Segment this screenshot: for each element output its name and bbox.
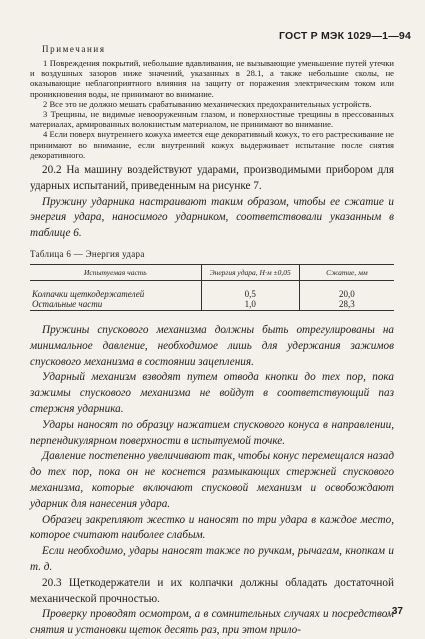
table-header-row	[30, 265, 394, 281]
table-header-compression: Сжатие, мм	[299, 265, 394, 281]
note-3: 3 Трещины, не видимые невооруженным глазом, и поверхностные трещины в прессованных материалах, армированных волокнистым материалом, не принимают во внимание.	[30, 109, 394, 130]
section-20-2-spring: Пружину ударника настраивают таким образом, чтобы ее сжатие и энергия удара, наносимого ударником, соответствовали указанным в таблице 6.	[30, 195, 394, 240]
table-cell-compression: 28,3	[299, 299, 394, 311]
document-header: ГОСТ Р МЭК 1029—1—94	[279, 30, 411, 42]
table-cell-compression: 20,0	[299, 281, 394, 300]
paragraph-handles: Если необходимо, удары наносят также по ручкам, рычагам, кнопкам и т. д.	[30, 545, 394, 573]
table-cell-energy: 0,5	[201, 281, 299, 300]
table-header-part: Испытуемая часть	[30, 265, 201, 281]
table-header-energy: Энергия удара, Н·м ±0,05	[201, 265, 299, 281]
paragraph-impact-application: Удары наносят по образцу нажатием спускового конуса в направлении, перпендикулярном поверхности в испытуемой точке.	[30, 418, 394, 447]
page-number: 37	[391, 606, 403, 617]
section-20-3: 20.3 Щеткодержатели и их колпачки должны обладать достаточной механической прочностью.	[30, 576, 394, 605]
note-2: 2 Все это не должно мешать срабатыванию механических предохранительных устройств.	[43, 98, 372, 109]
note-1: 1 Повреждения покрытий, небольшие вдавливания, не вызывающие уменьшение путей утечки и воздушных зазоров ниже значений, указанных в 28.1, а также небольшие сколы, не оказывающие неблагоприятного влияния на защиту от поражения электрическим током или проникновения воды, не принимают во внимание.	[30, 58, 394, 99]
notes-title: Примечания	[42, 44, 106, 54]
paragraph-spring-adjustment: Пружины спускового механизма должны быть отрегулированы на минимальное давление, необходимое лишь для удержания зажимов спускового механизма в состоянии зацепления.	[30, 324, 394, 368]
table-cell-part: Остальные части	[30, 299, 201, 311]
paragraph-sample-fixing: Образец закрепляют жестко и наносят по три удара в каждое место, которое считают наиболее слабым.	[30, 513, 394, 542]
table-cell-part: Колпачки щеткодержателей	[32, 289, 145, 300]
paragraph-pressure: Давление постепенно увеличивают так, чтобы конус перемещался назад до тех пор, пока он не коснется размыкающих стержней спускового механизма, которые включают спусковой механизм и освобождают ударник для нанесения удара.	[30, 450, 394, 510]
table-cell-energy: 1,0	[201, 299, 299, 311]
paragraph-cocking: Ударный механизм взводят путем отвода кнопки до тех пор, пока зажимы спускового механизма не войдут в соответствующий паз стержня ударника.	[30, 371, 394, 415]
section-20-3-check: Проверку проводят осмотром, а в сомнительных случаях и посредством снятия и установки щеток десять раз, при этом прило-	[30, 608, 394, 637]
document-body	[30, 44, 394, 639]
section-20-2: 20.2 На машину воздействуют ударами, производимыми прибором для ударных испытаний, приведенным на рисунке 7.	[30, 164, 394, 192]
table-title: Таблица 6 — Энергия удара	[30, 249, 145, 260]
impact-energy-table	[30, 264, 394, 311]
note-4: 4 Если поверх внутреннего кожуха имеется еще декоративный кожух, то его растрескивание не принимают во внимание, если внутренний кожух выдерживает испытание после снятия декоративного.	[30, 129, 394, 160]
table-row	[30, 299, 394, 311]
table-row	[30, 281, 394, 300]
